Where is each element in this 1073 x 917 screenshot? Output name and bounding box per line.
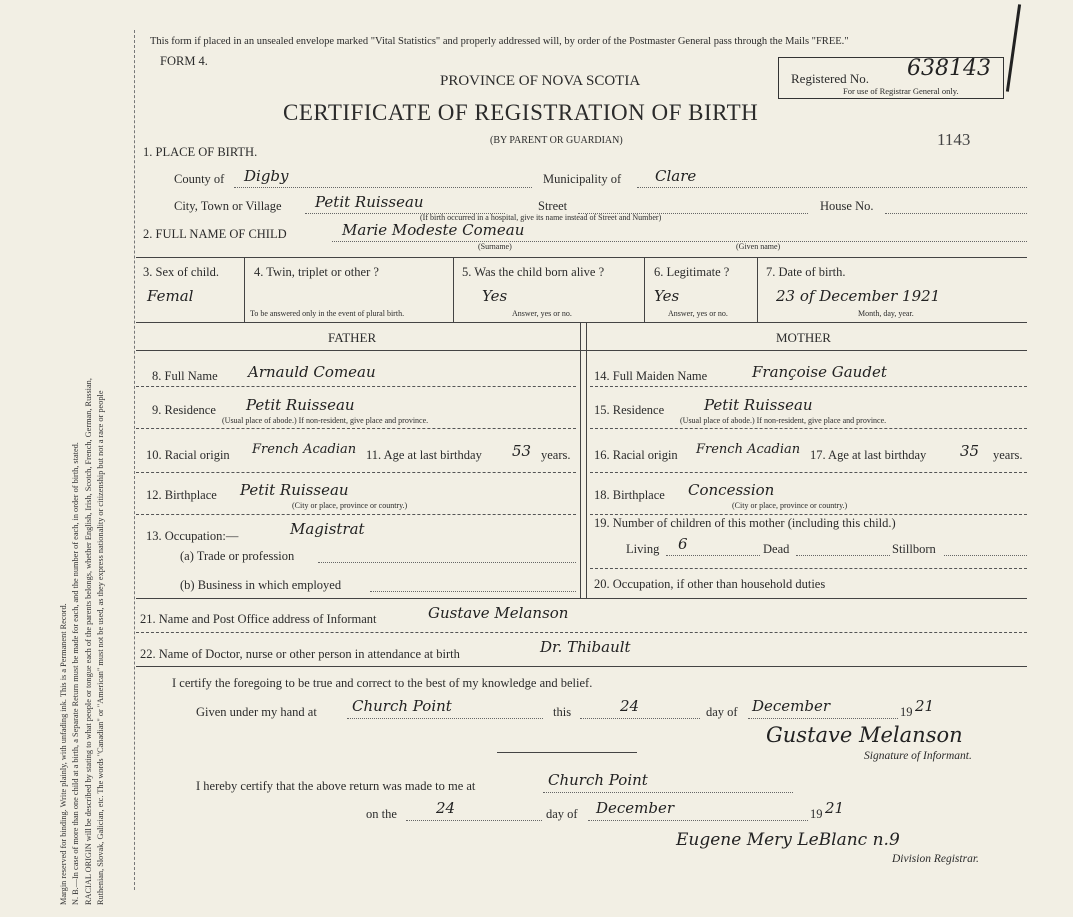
return-year-prefix: 19: [810, 807, 823, 821]
father-birthplace-note: (City or place, province or country.): [292, 501, 408, 510]
doctor-value: Dr. Thibault: [540, 638, 631, 656]
mother-age-label: 17. Age at last birthday: [810, 448, 927, 462]
municipality-label: Municipality of: [543, 172, 622, 186]
side-number: 1143: [937, 130, 971, 149]
return-dayof-label: day of: [546, 807, 578, 821]
father-name-label: 8. Full Name: [152, 369, 218, 383]
mother-age-value: 35: [960, 442, 980, 460]
informant-caption: Signature of Informant.: [864, 750, 972, 762]
dob-note: Month, day, year.: [858, 309, 914, 318]
living-value: 6: [678, 535, 688, 553]
dob-value: 23 of December 1921: [776, 287, 941, 305]
mother-racial-label: 16. Racial origin: [594, 448, 678, 462]
mother-residence-label: 15. Residence: [594, 403, 665, 417]
mother-name-label: 14. Full Maiden Name: [594, 369, 708, 383]
registrar-signature: Eugene Mery LeBlanc n.9: [676, 830, 900, 850]
father-age-label: 11. Age at last birthday: [366, 448, 482, 462]
child-name-value: Marie Modeste Comeau: [342, 221, 525, 239]
given-month-value: December: [752, 697, 831, 715]
given-year-prefix: 19: [900, 705, 913, 719]
dob-label: 7. Date of birth.: [766, 265, 846, 279]
legitimate-value: Yes: [654, 287, 680, 305]
legitimate-label: 6. Legitimate ?: [654, 265, 730, 279]
father-racial-label: 10. Racial origin: [146, 448, 230, 462]
stillborn-label: Stillborn: [892, 542, 936, 556]
registration-box: [778, 57, 1004, 99]
return-year-value: 21: [825, 799, 845, 817]
alive-value: Yes: [482, 287, 508, 305]
return-place-value: Church Point: [548, 771, 648, 789]
father-occupation-label: 13. Occupation:—: [146, 529, 239, 543]
father-birthplace-label: 12. Birthplace: [146, 488, 217, 502]
father-trade-label: (a) Trade or profession: [180, 549, 295, 563]
child-name-label: 2. FULL NAME OF CHILD: [143, 227, 287, 241]
margin-note: Ruthenian, Slovak, Galician, etc. The words "Canadian" or "American" must not be used, as they express nationality or citizenship but not a race or people: [96, 390, 106, 905]
on-the-label: on the: [366, 807, 397, 821]
mother-residence-value: Petit Ruisseau: [704, 396, 813, 414]
registrar-note: For use of Registrar General only.: [843, 86, 959, 96]
given-name-note: (Given name): [736, 242, 781, 251]
pen-stroke: [1006, 4, 1021, 92]
father-residence-value: Petit Ruisseau: [246, 396, 355, 414]
place-of-birth-heading: 1. PLACE OF BIRTH.: [143, 145, 258, 159]
twin-note: To be answered only in the event of plural birth.: [250, 309, 405, 318]
certificate-subtitle: (BY PARENT OR GUARDIAN): [490, 135, 623, 146]
registered-label: Registered No.: [791, 71, 869, 86]
margin-note: RACIAL ORIGIN will be described by stating to what people or tongue each of the parents belongs, whether English, Irish, Scotch, French, German, Russian,: [83, 378, 93, 905]
mother-occupation-label: 20. Occupation, if other than household duties: [594, 577, 826, 591]
this-label: this: [553, 705, 572, 719]
postal-notice: This form if placed in an unsealed envelope marked "Vital Statistics" and properly addressed will, by order of the Postmaster General pass through the Mails "FREE.": [150, 36, 849, 47]
father-name-value: Arnauld Comeau: [248, 363, 376, 381]
city-value: Petit Ruisseau: [315, 193, 424, 211]
city-label: City, Town or Village: [174, 199, 282, 213]
informant-value: Gustave Melanson: [428, 604, 569, 622]
given-dayof-label: day of: [706, 705, 738, 719]
given-day-value: 24: [620, 697, 640, 715]
living-label: Living: [626, 542, 660, 556]
return-day-value: 24: [436, 799, 456, 817]
given-year-value: 21: [915, 697, 935, 715]
mother-racial-value: French Acadian: [696, 442, 801, 457]
mother-birthplace-label: 18. Birthplace: [594, 488, 665, 502]
form-number: FORM 4.: [160, 54, 208, 68]
father-heading: FATHER: [328, 330, 377, 345]
margin-instructions: [58, 25, 108, 905]
binding-margin-line: [134, 30, 135, 890]
father-occupation-value: Magistrat: [290, 520, 365, 538]
certify-statement: I certify the foregoing to be true and correct to the best of my knowledge and belief.: [172, 676, 593, 690]
twin-label: 4. Twin, triplet or other ?: [254, 265, 379, 279]
informant-label: 21. Name and Post Office address of Informant: [140, 612, 377, 626]
informant-signature: Gustave Melanson: [766, 723, 963, 747]
dead-label: Dead: [763, 542, 790, 556]
hospital-note: (If birth occurred in a hospital, give its name instead of Street and Number): [420, 213, 662, 222]
legitimate-note: Answer, yes or no.: [668, 309, 728, 318]
mother-birthplace-note: (City or place, province or country.): [732, 501, 848, 510]
registrar-caption: Division Registrar.: [892, 853, 979, 865]
mother-heading: MOTHER: [776, 330, 831, 345]
return-month-value: December: [596, 799, 675, 817]
mother-birthplace-value: Concession: [688, 481, 775, 499]
father-birthplace-value: Petit Ruisseau: [240, 481, 349, 499]
street-label: Street: [538, 199, 568, 213]
father-residence-label: 9. Residence: [152, 403, 216, 417]
margin-note: Margin reserved for binding. Write plainly, with unfading ink. This is a Permanent Record.: [59, 603, 68, 905]
alive-note: Answer, yes or no.: [512, 309, 572, 318]
father-age-value: 53: [512, 442, 532, 460]
municipality-value: Clare: [655, 167, 697, 185]
doctor-label: 22. Name of Doctor, nurse or other person in attendance at birth: [140, 647, 460, 661]
certificate-title: CERTIFICATE OF REGISTRATION OF BIRTH: [283, 100, 759, 125]
father-business-label: (b) Business in which employed: [180, 578, 342, 592]
surname-note: (Surname): [478, 242, 512, 251]
father-racial-value: French Acadian: [252, 442, 357, 457]
county-label: County of: [174, 172, 225, 186]
father-years-label: years.: [541, 448, 571, 462]
return-label: I hereby certify that the above return was made to me at: [196, 779, 476, 793]
sex-value: Femal: [147, 287, 194, 305]
county-value: Digby: [244, 167, 289, 185]
mother-years-label: years.: [993, 448, 1023, 462]
registered-number: 638143: [907, 56, 991, 81]
house-label: House No.: [820, 199, 874, 213]
mother-children-label: 19. Number of children of this mother (including this child.): [594, 516, 896, 530]
father-residence-note: (Usual place of abode.) If non-resident, give place and province.: [222, 416, 429, 425]
province-heading: PROVINCE OF NOVA SCOTIA: [440, 73, 641, 89]
given-place-value: Church Point: [352, 697, 452, 715]
sex-label: 3. Sex of child.: [143, 265, 220, 279]
given-under-label: Given under my hand at: [196, 705, 317, 719]
mother-residence-note: (Usual place of abode.) If non-resident, give place and province.: [680, 416, 887, 425]
mother-name-value: Françoise Gaudet: [752, 363, 887, 381]
alive-label: 5. Was the child born alive ?: [462, 265, 605, 279]
margin-note: N. B.—In case of more than one child at a birth, a Separate Return must be made for each, and the number of each, in order of birth, stated.: [71, 442, 81, 905]
